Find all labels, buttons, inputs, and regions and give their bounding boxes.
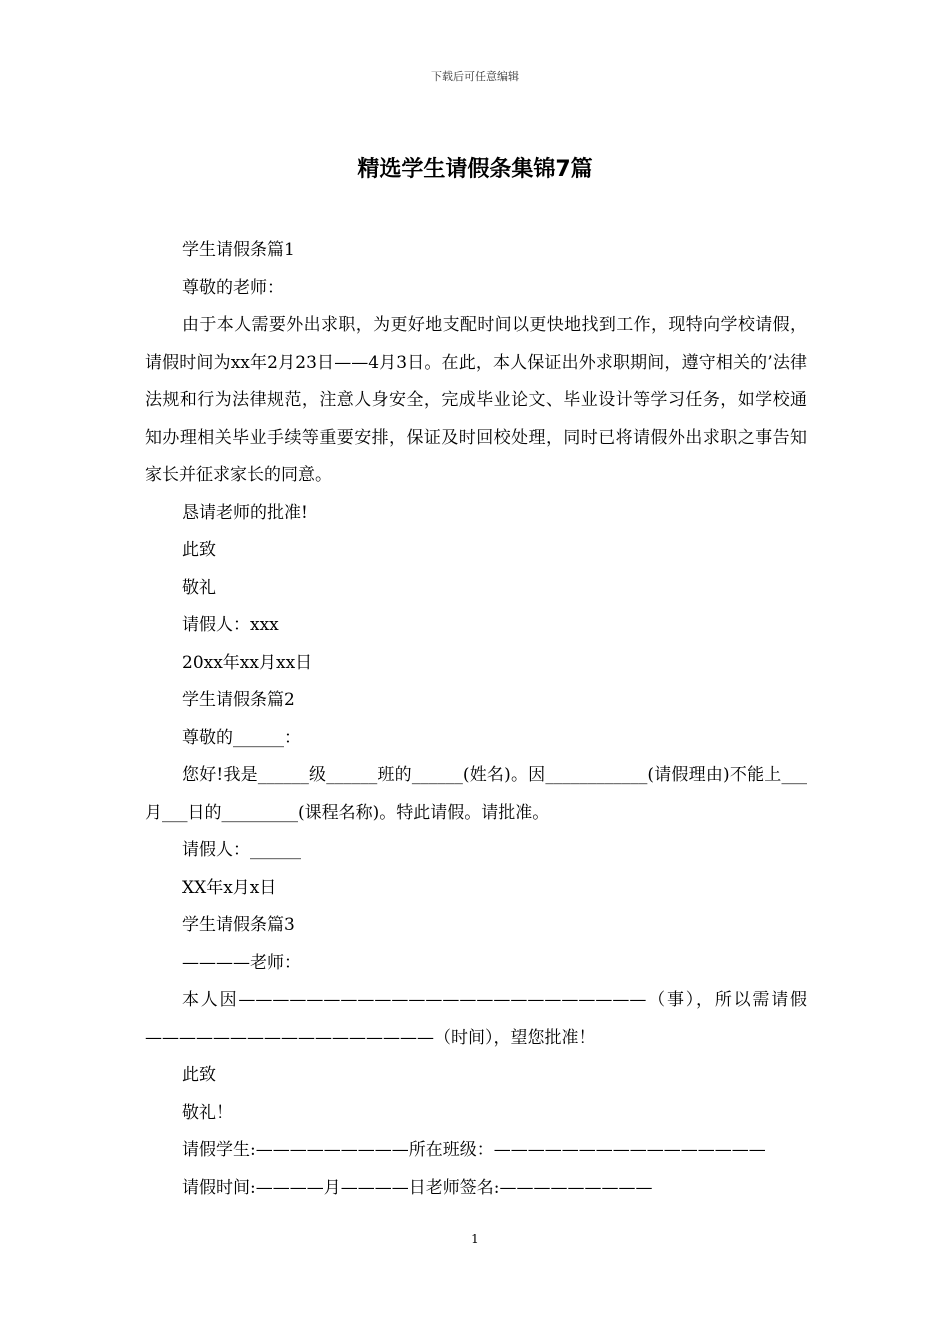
section3-greeting: ————老师：	[182, 952, 301, 973]
section3-closing1: 此致	[182, 1065, 216, 1085]
section2-heading: 学生请假条篇2	[182, 690, 295, 710]
section1-signer: 请假人：xxx	[182, 615, 279, 635]
section1-closing2: 敬礼	[182, 577, 216, 598]
section3-body: 本人因————————————————————————（事），所以需请假—————————————————（时间），望您批准！	[145, 990, 807, 1048]
section2-greeting: 尊敬的______：	[182, 727, 301, 748]
section1-body: 由于本人需要外出求职，为更好地支配时间以更快地找到工作，现特向学校请假，请假时间为xx年2月23日——4月3日。在此，本人保证出外求职期间，遵守相关的’法律法规和行为法律规范，注意人身安全，完成毕业论文、毕业设计等学习任务，如学校通知办理相关毕业手续等重要安排，保证及时回校处理，同时已将请假外出求职之事告知家长并征求家长的同意。	[145, 315, 807, 485]
document-title: 精选学生请假条集锦7篇	[357, 157, 593, 182]
document-body	[145, 232, 807, 1207]
section2-date: XX年x月x日	[182, 877, 277, 898]
section3-time-line: 请假时间:————月————日老师签名:—————————	[182, 1177, 653, 1198]
section1-greeting: 尊敬的老师：	[182, 277, 284, 298]
section1-request: 恳请老师的批准!	[182, 502, 308, 523]
page-number: 1	[471, 1232, 479, 1246]
section1-heading: 学生请假条篇1	[182, 240, 295, 260]
section3-closing2: 敬礼！	[182, 1102, 233, 1123]
section2-signer: 请假人：______	[182, 840, 301, 860]
section3-heading: 学生请假条篇3	[182, 915, 295, 935]
section3-student-line: 请假学生:—————————所在班级：————————————————	[182, 1140, 766, 1160]
header-note: 下载后可任意编辑	[431, 70, 519, 83]
section1-date: 20xx年xx月xx日	[182, 652, 313, 673]
section2-body: 您好!我是______级______班的______(姓名)。因____________(请假理由)不能上___月___日的_________(课程名称)。特此请假。请批准。	[145, 765, 807, 823]
section1-closing1: 此致	[182, 540, 216, 560]
